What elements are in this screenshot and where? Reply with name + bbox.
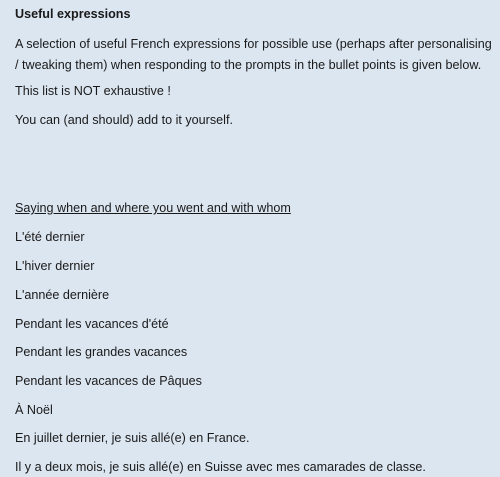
expression-item: L'hiver dernier (15, 259, 95, 273)
expression-item: L'année dernière (15, 288, 110, 302)
section-heading: Saying when and where you went and with whom (15, 201, 291, 215)
expression-item: Pendant les vacances d'été (15, 317, 169, 331)
note-add: You can (and should) add to it yourself. (15, 113, 233, 127)
expression-item: Pendant les grandes vacances (15, 345, 188, 359)
expression-item: Pendant les vacances de Pâques (15, 374, 202, 388)
document-title: Useful expressions (15, 7, 131, 21)
expression-item: Il y a deux mois, je suis allé(e) en Suisse avec mes camarades de classe. (15, 460, 426, 474)
intro-paragraph: A selection of useful French expressions for possible use (perhaps after personalising / tweaking them) when responding to the prompts in the bullet points is given below. (15, 37, 492, 72)
expression-item: En juillet dernier, je suis allé(e) en France. (15, 431, 250, 445)
expression-item: À Noël (15, 403, 53, 417)
expression-item: L'été dernier (15, 230, 85, 244)
note-exhaustive: This list is NOT exhaustive ! (15, 84, 171, 98)
